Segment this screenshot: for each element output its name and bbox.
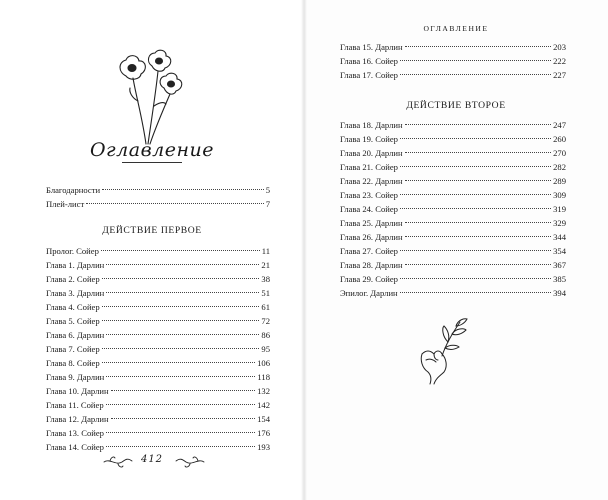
dot-leader	[400, 292, 551, 293]
toc-entry-page: 11	[261, 246, 270, 256]
toc-entry-label: Глава 5. Сойер	[46, 316, 100, 326]
toc-entry-page: 5	[265, 185, 270, 195]
toc-entry-page: 72	[261, 316, 270, 326]
dot-leader	[400, 194, 551, 195]
toc-entry-page: 344	[553, 232, 566, 242]
dot-leader	[106, 334, 259, 335]
toc-entry	[340, 244, 566, 258]
dot-leader	[400, 166, 551, 167]
toc-entry-page: 329	[553, 218, 566, 228]
dot-leader	[400, 138, 551, 139]
poppy-flowers-icon	[112, 46, 194, 146]
dot-leader	[102, 189, 264, 190]
toc-entry	[340, 160, 566, 174]
toc-entry-label: Глава 12. Дарлин	[46, 414, 109, 424]
toc-entry-page: 247	[553, 120, 566, 130]
toc-entry	[340, 40, 566, 54]
toc-entry	[46, 183, 270, 197]
toc-entry-page: 385	[553, 274, 566, 284]
toc-entry-label: Глава 16. Сойер	[340, 56, 398, 66]
toc-entry-page: 354	[553, 246, 566, 256]
dot-leader	[405, 264, 552, 265]
toc-entry	[46, 384, 270, 398]
toc-entry-page: 319	[553, 204, 566, 214]
toc-entry-label: Глава 1. Дарлин	[46, 260, 105, 270]
toc-entry	[340, 258, 566, 272]
toc-entry	[340, 216, 566, 230]
toc-entry-label: Глава 8. Сойер	[46, 358, 100, 368]
toc-entry-page: 270	[553, 148, 566, 158]
toc-entry-page: 193	[257, 442, 270, 452]
toc-entry-page: 227	[553, 70, 566, 80]
toc-entry-page: 289	[553, 176, 566, 186]
dot-leader	[106, 376, 255, 377]
toc-entry	[340, 230, 566, 244]
dot-leader	[102, 306, 260, 307]
dot-leader	[102, 348, 260, 349]
toc-entry-label: Глава 28. Дарлин	[340, 260, 403, 270]
toc-entry-label: Плей-лист	[46, 199, 85, 209]
book-gutter	[301, 0, 307, 500]
toc-entry-label: Глава 11. Сойер	[46, 400, 104, 410]
toc-entry-page: 176	[257, 428, 270, 438]
toc-entry-page: 142	[257, 400, 270, 410]
toc-entry-page: 309	[553, 190, 566, 200]
toc-entry	[46, 197, 270, 211]
toc-entry-page: 61	[261, 302, 270, 312]
dot-leader	[400, 74, 551, 75]
toc-entry-label: Глава 25. Дарлин	[340, 218, 403, 228]
toc-entry-label: Глава 7. Сойер	[46, 344, 100, 354]
dot-leader	[400, 250, 551, 251]
toc-entry-label: Глава 18. Дарлин	[340, 120, 403, 130]
dot-leader	[400, 60, 551, 61]
toc-entry-label: Глава 15. Дарлин	[340, 42, 403, 52]
page-number: 412	[140, 454, 164, 465]
toc-entry	[46, 300, 270, 314]
dot-leader	[400, 278, 551, 279]
dot-leader	[101, 250, 260, 251]
dot-leader	[405, 152, 552, 153]
toc-entry-label: Глава 9. Дарлин	[46, 372, 105, 382]
toc-entry-page: 203	[553, 42, 566, 52]
front-matter-list	[46, 183, 270, 211]
dot-leader	[86, 203, 263, 204]
toc-entry	[46, 412, 270, 426]
running-head: ОГЛАВЛЕНИЕ	[423, 24, 489, 33]
toc-entry-page: 394	[553, 288, 566, 298]
toc-entry	[340, 118, 566, 132]
toc-entry-label: Глава 20. Дарлин	[340, 148, 403, 158]
page-title-text: Оглавление	[89, 139, 214, 161]
toc-entry-label: Глава 3. Дарлин	[46, 288, 105, 298]
toc-entry	[340, 286, 566, 300]
dot-leader	[400, 208, 551, 209]
toc-entry-label: Глава 24. Сойер	[340, 204, 398, 214]
dot-leader	[106, 264, 259, 265]
toc-entry	[46, 244, 270, 258]
page-title	[0, 139, 304, 163]
toc-entry-page: 95	[261, 344, 270, 354]
dot-leader	[111, 390, 256, 391]
toc-entry-page: 7	[265, 199, 270, 209]
toc-entry-label: Глава 17. Сойер	[340, 70, 398, 80]
toc-entry	[340, 146, 566, 160]
dot-leader	[102, 278, 260, 279]
toc-entry-label: Глава 13. Сойер	[46, 428, 104, 438]
act-one-list	[46, 244, 270, 454]
toc-entry	[340, 202, 566, 216]
toc-entry	[46, 342, 270, 356]
toc-entry-page: 51	[261, 288, 270, 298]
dot-leader	[405, 46, 552, 47]
toc-entry-label: Благодарности	[46, 185, 101, 195]
dot-leader	[405, 180, 552, 181]
toc-entry	[340, 272, 566, 286]
toc-entry	[340, 54, 566, 68]
toc-entry-page: 367	[553, 260, 566, 270]
toc-entry-label: Глава 2. Сойер	[46, 274, 100, 284]
act-one-heading: ДЕЙСТВИЕ ПЕРВОЕ	[102, 225, 202, 236]
toc-entry	[340, 174, 566, 188]
dot-leader	[106, 432, 255, 433]
toc-entry-page: 154	[257, 414, 270, 424]
toc-entry	[46, 370, 270, 384]
toc-entry-label: Глава 26. Дарлин	[340, 232, 403, 242]
toc-entry-label: Глава 14. Сойер	[46, 442, 104, 452]
toc-entry	[46, 272, 270, 286]
title-underline	[122, 162, 182, 163]
toc-entry-label: Глава 10. Дарлин	[46, 386, 109, 396]
toc-entry-label: Глава 19. Сойер	[340, 134, 398, 144]
toc-entry-page: 38	[261, 274, 270, 284]
dot-leader	[106, 292, 259, 293]
toc-entry-page: 118	[257, 372, 270, 382]
toc-entry-page: 282	[553, 162, 566, 172]
toc-entry-page: 21	[261, 260, 270, 270]
toc-entry-label: Глава 6. Дарлин	[46, 330, 105, 340]
toc-entry-page: 86	[261, 330, 270, 340]
toc-entry-label: Глава 29. Сойер	[340, 274, 398, 284]
hand-holding-sprig-icon	[412, 316, 472, 386]
toc-entry-label: Глава 27. Сойер	[340, 246, 398, 256]
toc-entry-label: Эпилог. Дарлин	[340, 288, 398, 298]
toc-entry-label: Пролог. Сойер	[46, 246, 99, 256]
toc-entry-page: 132	[257, 386, 270, 396]
toc-entry	[46, 356, 270, 370]
dot-leader	[106, 446, 255, 447]
dot-leader	[106, 404, 255, 405]
toc-entry-label: Глава 23. Сойер	[340, 190, 398, 200]
right-page	[304, 0, 608, 500]
dot-leader	[405, 222, 552, 223]
toc-entry	[340, 68, 566, 82]
dot-leader	[405, 124, 552, 125]
toc-entry-page: 106	[257, 358, 270, 368]
toc-entry	[46, 286, 270, 300]
act-two-heading: ДЕЙСТВИЕ ВТОРОЕ	[406, 100, 506, 111]
dot-leader	[102, 320, 260, 321]
act-one-continued-list	[340, 40, 566, 82]
toc-entry	[46, 314, 270, 328]
act-two-list	[340, 118, 566, 300]
dot-leader	[111, 418, 256, 419]
toc-entry	[46, 398, 270, 412]
toc-entry-page: 222	[553, 56, 566, 66]
toc-entry-label: Глава 22. Дарлин	[340, 176, 403, 186]
dot-leader	[405, 236, 552, 237]
toc-entry-page: 260	[553, 134, 566, 144]
toc-entry	[46, 258, 270, 272]
toc-entry-label: Глава 21. Сойер	[340, 162, 398, 172]
dot-leader	[102, 362, 255, 363]
toc-entry-label: Глава 4. Сойер	[46, 302, 100, 312]
toc-entry	[46, 328, 270, 342]
toc-entry	[46, 426, 270, 440]
toc-entry	[340, 132, 566, 146]
toc-entry	[340, 188, 566, 202]
